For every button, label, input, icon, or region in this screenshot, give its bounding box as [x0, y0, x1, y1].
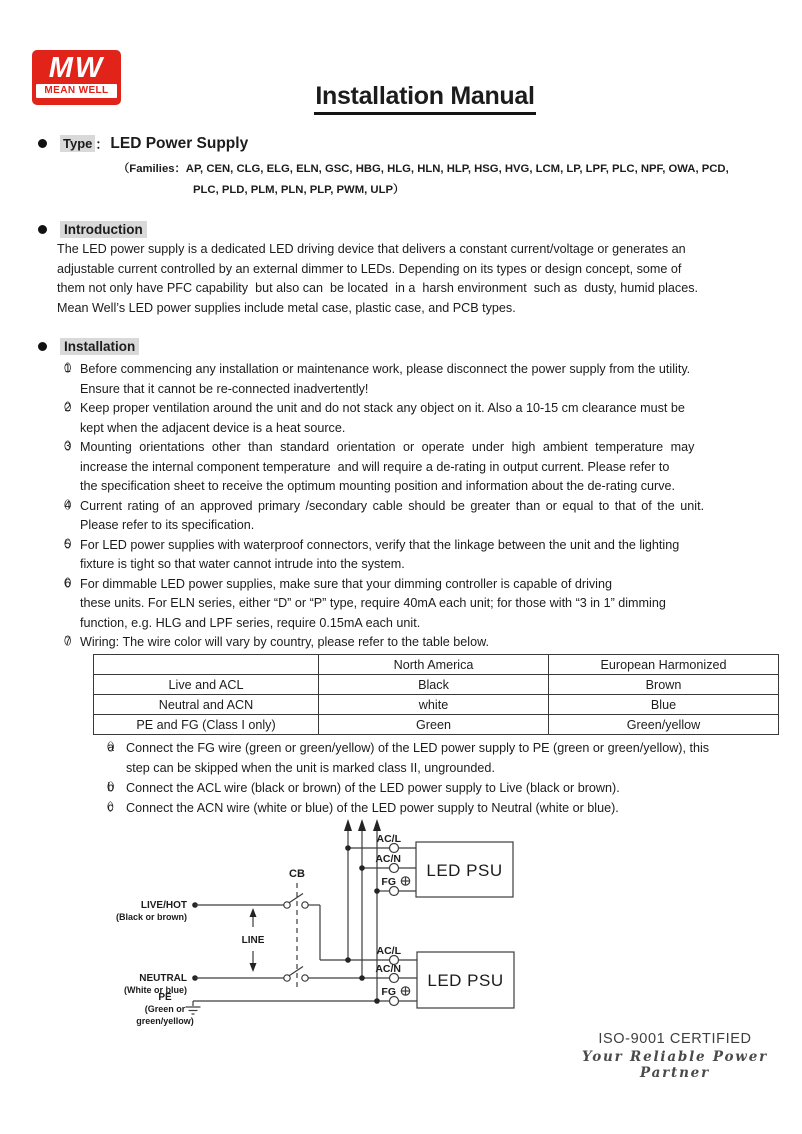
acn-label: AC/N — [375, 963, 401, 975]
item-text: For LED power supplies with waterproof connectors, verify that the linkage between the unit and the lighting — [80, 537, 680, 552]
item-text: Connect the ACN wire (white or blue) of the LED power supply to Neutral (white or blue). — [126, 801, 619, 815]
item-number: （5） — [57, 538, 75, 551]
bullet-icon — [38, 225, 47, 234]
item-number: （b） — [100, 782, 118, 794]
item-text: increase the internal component temperature and will require a de-rating in output current. Please refer to — [80, 459, 670, 474]
table-cell: Live and ACL — [94, 675, 319, 695]
table-cell: PE and FG (Class I only) — [94, 715, 319, 735]
install-item-3 — [57, 438, 704, 458]
item-text: Wiring: The wire color will vary by country, please refer to the table below. — [80, 635, 490, 649]
psu-box-bottom — [417, 952, 514, 1008]
table-header-row — [94, 655, 779, 675]
item-text: Current rating of an approved primary /secondary cable should be greater than or equal to that of the unit. — [80, 498, 705, 513]
item-text: Connect the ACL wire (black or brown) of the LED power supply to Live (black or brown). — [126, 781, 620, 795]
item-text: kept when the adjacent device is a heat source. — [80, 420, 346, 435]
table-cell: Neutral and ACN — [94, 695, 319, 715]
install-item-7 — [57, 633, 704, 653]
introduction-heading — [38, 221, 147, 238]
table-cell: Brown — [549, 675, 779, 695]
live-wire — [192, 894, 320, 961]
footer — [545, 1031, 802, 1081]
fg-label: FG — [381, 986, 396, 998]
psu-bottom-rows — [320, 956, 417, 1006]
item-text: For dimmable LED power supplies, make sure that your dimming controller is capable of driving — [80, 576, 612, 591]
item-text: Before commencing any installation or maintenance work, please disconnect the power supply from the utility. — [80, 362, 691, 376]
text-line: The LED power supply is a dedicated LED driving device that delivers a constant current/voltage or generates an — [57, 242, 686, 256]
type-colon: ： — [95, 137, 109, 152]
item-text: Keep proper ventilation around the unit and do not stack any object on it. Also a 10-15 cm clearance must be — [80, 401, 685, 415]
line-indicator — [242, 908, 265, 972]
install-item-2 — [57, 399, 704, 419]
item-text: Mounting orientations other than standard orientation or operate under high ambient temperature may — [80, 440, 695, 454]
earth-symbol-icon — [401, 877, 409, 885]
pe-sublabel-2: green/yellow) — [136, 1016, 194, 1026]
introduction-text — [57, 240, 698, 318]
live-label: LIVE/HOT — [140, 900, 187, 911]
table-row — [94, 715, 779, 735]
installation-heading-text: Installation — [60, 338, 139, 355]
ground-icon — [186, 1001, 201, 1014]
item-text: Please refer to its specification. — [80, 518, 255, 532]
cb-label: CB — [289, 868, 305, 880]
acn-label: AC/N — [375, 853, 401, 865]
install-item-4 — [57, 497, 704, 517]
table-cell: white — [319, 695, 549, 715]
live-sublabel: (Black or brown) — [115, 912, 187, 922]
item-number: （3） — [57, 441, 75, 453]
fg-label: FG — [381, 876, 396, 888]
earth-symbol-icon — [401, 987, 409, 995]
item-text: the specification sheet to receive the optimum mounting position and information about the de-rating curve. — [80, 479, 676, 493]
item-number: （a） — [100, 742, 118, 754]
table-cell: European Harmonized — [549, 655, 779, 675]
psu-box-top — [416, 842, 513, 897]
sub-item-a — [100, 738, 709, 758]
neutral-label: NEUTRAL — [139, 973, 187, 984]
table-row — [94, 675, 779, 695]
acl-label: AC/L — [376, 945, 401, 957]
page-title — [300, 82, 550, 115]
pe-sublabel-1: (Green or — [144, 1004, 186, 1014]
page-title-text: Installation Manual — [314, 82, 535, 115]
text-line: Mean Well’s LED power supplies include metal case, plastic case, and PCB types. — [57, 300, 516, 315]
item-text: step can be skipped when the unit is marked class II, ungrounded. — [126, 761, 495, 775]
sub-item-b — [100, 778, 709, 798]
item-number: （4） — [57, 499, 75, 512]
iso-certified-text: ISO-9001 CERTIFIED — [598, 1031, 752, 1047]
item-number: （c） — [100, 802, 117, 814]
item-number: （7） — [57, 636, 75, 648]
table-cell: Green — [319, 715, 549, 735]
slogan-text: Your Reliable Power Partner — [581, 1049, 769, 1081]
item-number: （6） — [57, 577, 75, 590]
install-item-6 — [57, 575, 704, 595]
item-text: function, e.g. HLG and LPF series, require 0.15mA each unit. — [80, 615, 421, 630]
bullet-icon — [38, 342, 47, 351]
wiring-diagram — [60, 815, 520, 1030]
item-text: Connect the FG wire (green or green/yellow) of the LED power supply to PE (green or green/yellow), this — [126, 741, 710, 755]
item-text: fixture is tight so that water cannot intrude into the system. — [80, 557, 405, 571]
table-cell: Green/yellow — [549, 715, 779, 735]
type-section-heading — [38, 134, 248, 153]
introduction-heading-text: Introduction — [60, 221, 147, 238]
psu-label: LED PSU — [426, 861, 503, 880]
table-cell: Black — [319, 675, 549, 695]
families-line-2: PLC, PLD, PLM, PLN, PLP, PWM, ULP） — [193, 184, 405, 196]
logo-mw-text: MW — [48, 52, 105, 84]
table-row — [94, 695, 779, 715]
item-text: these units. For ELN series, either “D” or “P” type, require 40mA each unit; for those with “3 in 1” dimming — [80, 596, 666, 610]
installation-items — [57, 360, 704, 653]
families-line-1: （Families：AP, CEN, CLG, ELG, ELN, GSC, HBG, HLG, HLN, HLP, HSG, HVG, LCM, LP, LPF, PLC, NPF, OWA, PCD, — [118, 163, 729, 175]
text-line: them not only have PFC capability but also can be located in a harsh environment such as dusty, humid places. — [57, 281, 698, 295]
type-label: Type — [60, 135, 95, 152]
table-cell: North America — [319, 655, 549, 675]
mean-well-logo — [32, 50, 121, 105]
text-line: adjustable current controlled by an external dimmer to LEDs. Depending on its types or design concept, some of — [57, 261, 682, 276]
acl-label: AC/L — [376, 833, 401, 845]
install-item-1 — [57, 360, 704, 380]
installation-heading — [38, 338, 139, 355]
table-cell: Blue — [549, 695, 779, 715]
item-number: （1） — [57, 363, 75, 375]
bullet-icon — [38, 139, 47, 148]
psu-label: LED PSU — [427, 971, 504, 990]
line-label: LINE — [241, 935, 265, 946]
type-value: LED Power Supply — [110, 134, 249, 152]
wire-color-table — [93, 654, 779, 735]
item-number: （2） — [57, 402, 75, 414]
install-item-5 — [57, 536, 704, 556]
table-cell — [94, 655, 319, 675]
logo-name-text: MEAN WELL — [36, 84, 117, 98]
item-text: Ensure that it cannot be re-connected inadvertently! — [80, 381, 369, 396]
pe-label: PE — [158, 992, 172, 1003]
neutral-sublabel: (White or blue) — [124, 985, 187, 995]
pe-wire — [186, 1001, 390, 1014]
wiring-sub-items — [100, 738, 709, 818]
